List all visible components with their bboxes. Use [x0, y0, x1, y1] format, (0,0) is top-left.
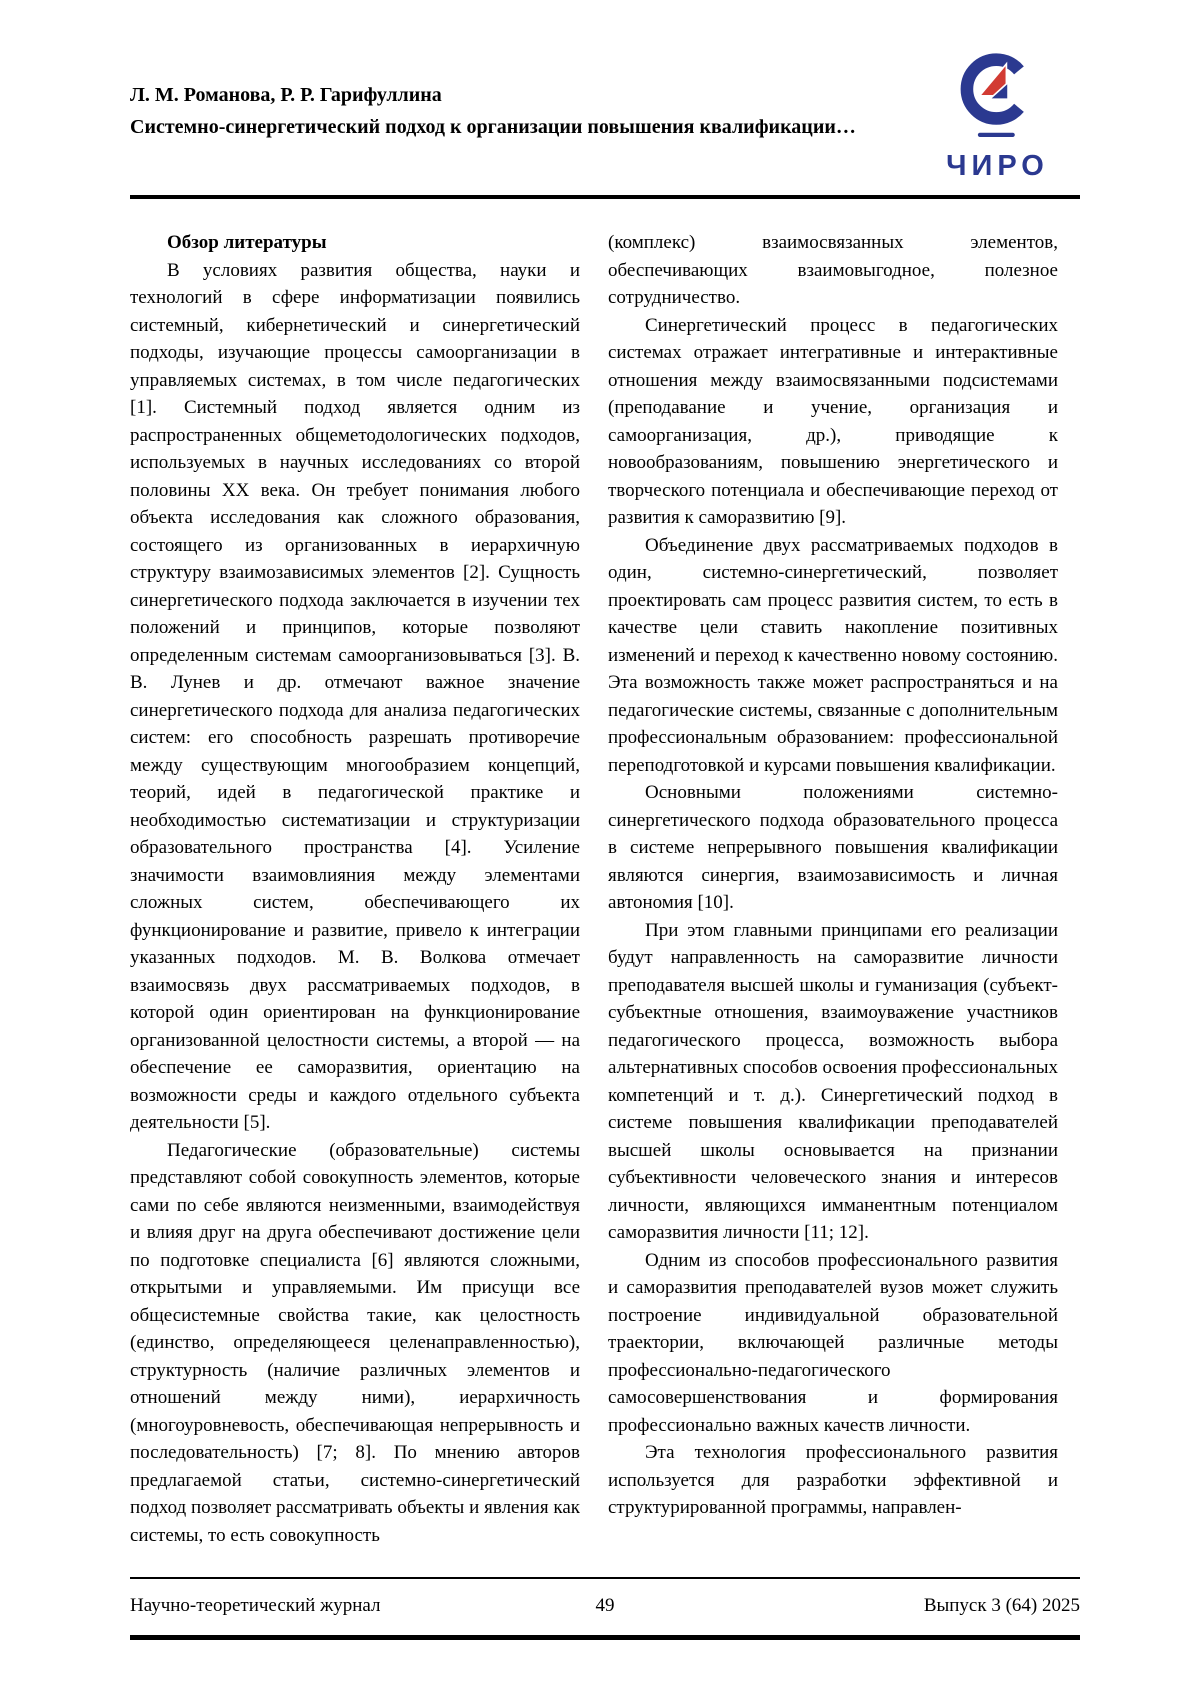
paragraph: При этом главными принципами его реализации будут направленность на саморазвитие личности преподавателя высшей школы и гуманизация (субъект-субъектные отношения, взаимоуважение участников педагогического процесса, возможность выбора альтернативных способов освоения профессиональных компетенций и т. д.). Синергетический подход в системе повышения квалификации преподавателей высшей школы основывается на признании субъективности человеческого знания и интересов личности, являющихся имманентным потенциалом саморазвития личности [11; 12].: [608, 919, 1058, 1243]
journal-logo: [915, 52, 1080, 183]
logo-text: ЧИРО: [946, 150, 1049, 182]
paragraph-continuation: (комплекс) взаимосвязанных элементов, обеспечивающих взаимовыгодное, полезное сотрудничество.: [608, 232, 1058, 308]
footer-row: [130, 1595, 1080, 1617]
paragraph: Синергетический процесс в педагогических системах отражает интегративные и интерактивные отношения между взаимосвязанными подсистемами (преподавание и учение, организация и самоорганизация, др.), приводящие к новообразованиям, повышению энергетического и творческого потенциала и обеспечивающие переход от развития к саморазвитию [9].: [608, 314, 1058, 528]
page-header: [130, 52, 1080, 183]
logo-emblem-icon: [956, 52, 1040, 148]
paragraph: Эта технология профессионального развития используется для разработки эффективной и структурированной программы, направлен-: [608, 1442, 1058, 1518]
section-heading: Обзор литературы: [167, 232, 327, 253]
footer-divider-bottom: [130, 1635, 1080, 1640]
paragraph: Одним из способов профессионального развития и саморазвития преподавателей вузов может служить построение индивидуальной образовательной траектории, включающей различные методы профессионально-педагогического самосовершенствования и формирования профессионально важных качеств личности.: [608, 1249, 1058, 1436]
footer-journal-name: Научно-теоретический журнал: [130, 1595, 381, 1616]
article-body: [130, 229, 1058, 1549]
paragraph: Педагогические (образовательные) системы представляют собой совокупность элементов, которые сами по себе являются неизменными, взаимодействуя и влияя друг на друга обеспечивают достижение цели по подготовке специалиста [6] являются сложными, открытыми и управляемыми. Им присущи все общесистемные свойства такие, как целостность (единство, определяющееся целенаправленностью), структурность (наличие различных элементов и отношений между ними), иерархичность (многоуровневость, обеспечивающая непрерывность и последовательность) [7; 8]. По мнению авторов предлагаемой статьи, системно-синергетический подход позволяет рассматривать объекты и явления как системы, то есть совокупность: [130, 1139, 580, 1546]
left-column: [130, 229, 580, 1549]
footer-divider-top: [130, 1577, 1080, 1579]
paragraph: Основными положениями системно-синергетического подхода образовательного процесса в системе непрерывного повышения квалификации являются синергия, взаимозависимость и личная автономия [10].: [608, 782, 1058, 913]
header-text-block: [130, 52, 856, 140]
paragraph: В условиях развития общества, науки и технологий в сфере информатизации появились системный, кибернетический и синергетический подходы, изучающие процессы самоорганизации в управляемых системах, в том числе педагогических [1]. Системный подход является одним из распространенных общеметодологических подходов, используемых в научных исследованиях со второй половины XX века. Он требует понимания любого объекта исследования как сложного образования, состоящего из организованных в иерархичную структуру взаимозависимых элементов [2]. Сущность синергетического подхода заключается в изучении тех положений и принципов, которые позволяют определенным системам самоорганизовываться [3]. В. В. Лунев и др. отмечают важное значение синергетического подхода для анализа педагогических систем: его способность разрешать противоречие между существующим многообразием концепций, теорий, идей в педагогической практике и необходимостью систематизации и структуризации образовательного пространства [4]. Усиление значимости взаимовлияния между элементами сложных систем, обеспечивающего их функционирование и развитие, привело к интеграции указанных подходов. М. В. Волкова отмечает взаимосвязь двух рассматриваемых подходов, в которой один ориентирован на функционирование организованной целостности системы, а второй — на обеспечение ее саморазвития, ориентацию на возможности среды и каждого отдельного субъекта деятельности [5].: [130, 259, 580, 1133]
authors: Л. М. Романова, Р. Р. Гарифуллина: [130, 84, 442, 106]
right-column: [608, 229, 1058, 1549]
logo-subtext-glyphs: [977, 133, 1014, 137]
footer-issue: Выпуск 3 (64) 2025: [923, 1595, 1080, 1616]
article-title: Системно-синергетический подход к организации повышения квалификации…: [130, 116, 856, 138]
header-divider: [130, 195, 1080, 199]
page-footer: [130, 1577, 1080, 1640]
footer-page-number: 49: [595, 1595, 615, 1616]
paragraph: Объединение двух рассматриваемых подходов в один, системно-синергетический, позволяет проектировать сам процесс развития систем, то есть в качестве цели ставить накопление позитивных изменений и переход к качественно новому состоянию. Эта возможность также может распространяться и на педагогические системы, связанные с дополнительным профессиональным образованием: профессиональной переподготовкой и курсами повышения квалификации.: [608, 534, 1058, 776]
